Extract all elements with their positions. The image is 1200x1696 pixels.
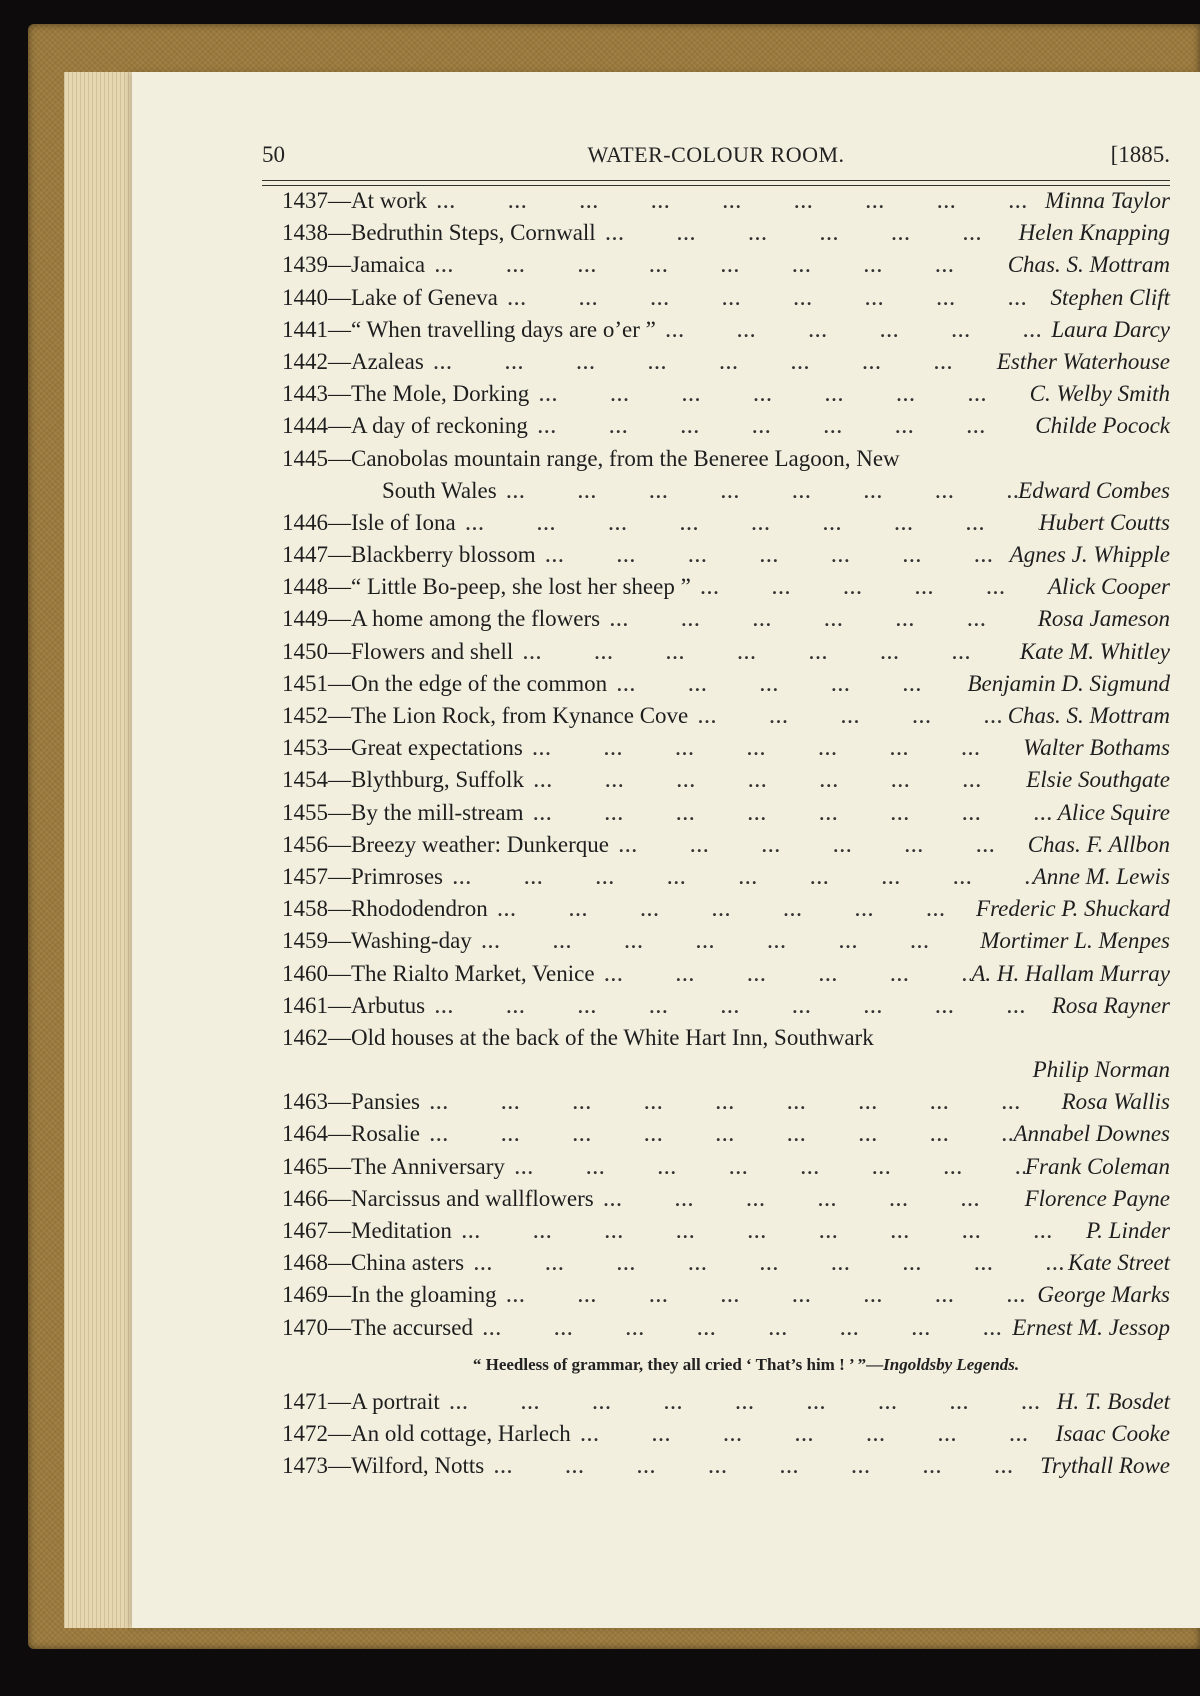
entry-artist: Chas. S. Mottram [1007, 252, 1170, 278]
catalogue-entry: 1448 — “ Little Bo-peep, she lost her sheep ” ... Alick Cooper [282, 574, 1170, 606]
entry-number: 1462 [282, 1024, 328, 1050]
entry-artist: Childe Pocock [1035, 413, 1170, 439]
catalogue-entry: 1452 — The Lion Rock, from Kynance Cove ... Chas. S. Mottram [282, 703, 1170, 735]
catalogue-entry: 1451 — On the edge of the common ... Benjamin D. Sigmund [282, 671, 1170, 703]
entry-number: 1456 [282, 831, 328, 857]
entry-number: 1459 [282, 928, 328, 954]
entry-number: 1468 [282, 1250, 328, 1276]
entry-number: 1452 [282, 703, 328, 728]
entry-title: By the mill-stream [351, 799, 524, 825]
entry-number: 1443 [282, 381, 328, 407]
entry-artist: Ernest M. Jessop [1012, 1314, 1170, 1340]
entry-artist: Hubert Coutts [1039, 509, 1170, 535]
catalogue-entry: 1446 — Isle of Iona ... Hubert Coutts [282, 510, 1170, 542]
catalogue-entry: 1458 — Rhododendron ... Frederic P. Shuckard [282, 896, 1170, 928]
catalogue-entry: 1440 — Lake of Geneva ... Stephen Clift [282, 285, 1170, 317]
catalogue-entry: 1460 — The Rialto Market, Venice ... A. H. Hallam Murray [282, 961, 1170, 993]
entry-number: 1472 [282, 1420, 328, 1446]
entry-number: 1440 [282, 284, 328, 310]
catalogue-entry: 1463 — Pansies ... Rosa Wallis [282, 1089, 1170, 1121]
leader-dots [497, 482, 1019, 503]
entry-number: 1444 [282, 413, 328, 439]
entry-title: Pansies [351, 1089, 420, 1115]
catalogue-entry: 1473 — Wilford, Notts ... Trythall Rowe [282, 1453, 1170, 1485]
entry-title: Narcissus and wallflowers [351, 1185, 594, 1211]
header-rule [262, 180, 1170, 181]
entry-number: 1454 [282, 767, 328, 793]
leader-dots [420, 1093, 1062, 1114]
entry-number: 1438 [282, 220, 328, 246]
entry-title: The Mole, Dorking [351, 381, 530, 407]
catalogue-entry: 1454 — Blythburg, Suffolk ... Elsie Southgate [282, 767, 1170, 799]
leader-dots [425, 256, 1008, 277]
entry-number: 1445 [282, 445, 328, 471]
entry-title: “ Little Bo-peep, she lost her sheep ” [351, 574, 691, 600]
catalogue-entry: 1471 — A portrait ... H. T. Bosdet [282, 1389, 1170, 1421]
epigraph-quote [282, 1347, 1170, 1389]
entry-title: A portrait [351, 1388, 440, 1414]
entry-artist: Florence Payne [1024, 1185, 1170, 1211]
entry-title: Old houses at the back of the White Hart Inn, Southwark [351, 1024, 874, 1050]
entry-number: 1463 [282, 1089, 328, 1115]
leader-dots [688, 707, 1007, 728]
catalogue-entry: 1470 — The accursed ... Ernest M. Jessop [282, 1315, 1170, 1347]
entry-number: 1464 [282, 1121, 328, 1147]
entry-artist: Mortimer L. Menpes [980, 928, 1170, 954]
entry-artist: Rosa Rayner [1051, 992, 1170, 1018]
leader-dots [484, 1457, 1040, 1478]
year-label: [1885. [1110, 142, 1170, 167]
quote-text: “ Heedless of grammar, they all cried ‘ That’s him ! ’ ”— [472, 1354, 884, 1374]
entry-title: Wilford, Notts [351, 1453, 485, 1479]
catalogue-entry: 1464 — Rosalie ... Annabel Downes [282, 1121, 1170, 1153]
header-rule-double [262, 185, 1170, 186]
entry-number: 1466 [282, 1185, 328, 1211]
entry-title: Azaleas [351, 348, 424, 374]
leader-dots [523, 804, 1057, 825]
entry-title: At work [351, 188, 428, 213]
entry-title: Rhododendron [351, 896, 488, 922]
entry-number: 1467 [282, 1218, 328, 1243]
entry-title: Blackberry blossom [351, 542, 536, 568]
entry-artist: Esther Waterhouse [996, 348, 1170, 374]
page-number: 50 [262, 142, 285, 167]
entry-number: 1453 [282, 735, 328, 761]
leader-dots [420, 1125, 1013, 1146]
entry-artist: Minna Taylor [1044, 188, 1170, 213]
entry-artist: Benjamin D. Sigmund [967, 670, 1170, 696]
entry-number: 1450 [282, 638, 328, 664]
entry-title: Washing-day [351, 928, 472, 954]
entry-number: 1441 [282, 316, 328, 342]
entry-artist: P. Linder [1086, 1218, 1170, 1243]
entry-title: Great expectations [351, 735, 523, 761]
entry-number: 1471 [282, 1388, 328, 1414]
entry-artist: Elsie Southgate [1026, 767, 1170, 793]
catalogue-entry: 1469 — In the gloaming ... George Marks [282, 1282, 1170, 1314]
entry-artist: Laura Darcy [1051, 316, 1170, 342]
entry-artist: Helen Knapping [1018, 220, 1170, 246]
entry-artist: Walter Bothams [1023, 735, 1170, 761]
entry-title: Jamaica [351, 252, 426, 278]
entry-number: 1439 [282, 252, 328, 278]
leader-dots [656, 321, 1052, 342]
entry-artist: Alick Cooper [1048, 574, 1170, 600]
leader-dots [524, 771, 1026, 792]
leader-dots [456, 514, 1039, 535]
entry-artist: Chas. F. Allbon [1027, 831, 1170, 857]
entry-title: Arbutus [351, 992, 426, 1018]
entry-number: 1470 [282, 1314, 328, 1340]
entry-number: 1442 [282, 348, 328, 374]
leader-dots [497, 1286, 1038, 1307]
leader-dots [443, 868, 1033, 889]
entry-title: Rosalie [351, 1121, 420, 1147]
entry-title-continued: South Wales [382, 477, 497, 503]
leader-dots [424, 353, 997, 374]
leader-dots [607, 675, 967, 696]
leader-dots [609, 836, 1028, 857]
catalogue-entry-continuation [282, 478, 1170, 510]
catalogue-entry: 1443 — The Mole, Dorking ... C. Welby Smith [282, 381, 1170, 413]
catalogue-entry: 1456 — Breezy weather: Dunkerque ... Chas. F. Allbon [282, 832, 1170, 864]
catalogue-entry: 1467 — Meditation ... P. Linder [282, 1218, 1170, 1250]
entry-title: The Lion Rock, from Kynance Cove [351, 703, 689, 728]
leader-dots [536, 546, 1010, 567]
catalogue-entry: 1453 — Great expectations ... Walter Bothams [282, 735, 1170, 767]
catalogue-entry-continuation [282, 1057, 1170, 1089]
catalogue-entries [282, 188, 1170, 1485]
entry-number: 1449 [282, 606, 328, 632]
entry-artist: Rosa Jameson [1037, 606, 1170, 632]
catalogue-entry: 1466 — Narcissus and wallflowers ... Florence Payne [282, 1186, 1170, 1218]
catalogue-entry: 1459 — Washing-day ... Mortimer L. Menpes [282, 928, 1170, 960]
entry-artist: Kate M. Whitley [1019, 638, 1170, 664]
catalogue-entry: 1455 — By the mill-stream ... Alice Squire [282, 800, 1170, 832]
entry-number: 1447 [282, 542, 328, 568]
leader-dots [498, 289, 1051, 310]
entry-title: Bedruthin Steps, Cornwall [351, 220, 596, 246]
catalogue-entry: 1461 — Arbutus ... Rosa Rayner [282, 993, 1170, 1025]
entry-number: 1473 [282, 1453, 328, 1479]
entry-artist: Chas. S. Mottram [1007, 703, 1170, 728]
entry-title: Isle of Iona [351, 509, 456, 535]
leader-dots [523, 739, 1023, 760]
entry-artist: Edward Combes [1018, 477, 1170, 503]
entry-title: Flowers and shell [351, 638, 514, 664]
entry-title: A day of reckoning [351, 413, 528, 439]
catalogue-entry: 1457 — Primroses ... Anne M. Lewis [282, 864, 1170, 896]
quote-source: Ingoldsby Legends. [883, 1354, 1020, 1374]
leader-dots [691, 578, 1048, 599]
entry-title: In the gloaming [351, 1282, 497, 1308]
entry-artist: Kate Street [1068, 1250, 1170, 1276]
leader-dots [427, 192, 1045, 213]
catalogue-entry: 1444 — A day of reckoning ... Childe Pocock [282, 413, 1170, 445]
entry-number: 1460 [282, 960, 328, 986]
entry-number: 1437 [282, 188, 328, 213]
entry-number: 1451 [282, 670, 328, 696]
catalogue-page [132, 72, 1200, 1628]
entry-artist: A. H. Hallam Murray [971, 960, 1170, 986]
entry-title: A home among the flowers [351, 606, 601, 632]
entry-number: 1469 [282, 1282, 328, 1308]
entry-artist: Trythall Rowe [1040, 1453, 1170, 1479]
entry-number: 1446 [282, 509, 328, 535]
catalogue-entry: 1445 — Canobolas mountain range, from the Beneree Lagoon, New [282, 445, 900, 471]
entry-title: Lake of Geneva [351, 284, 498, 310]
entry-artist: Rosa Wallis [1061, 1089, 1170, 1115]
catalogue-entry: 1472 — An old cottage, Harlech ... Isaac Cooke [282, 1421, 1170, 1453]
entry-artist: Anne M. Lewis [1032, 863, 1170, 889]
entry-artist: C. Welby Smith [1029, 381, 1170, 407]
leader-dots [595, 965, 972, 986]
leader-dots [425, 997, 1052, 1018]
catalogue-entry: 1447 — Blackberry blossom ... Agnes J. Whipple [282, 542, 1170, 574]
entry-artist: Frank Coleman [1024, 1153, 1170, 1179]
entry-artist: H. T. Bosdet [1056, 1388, 1170, 1414]
entry-title: The Rialto Market, Venice [351, 960, 595, 986]
leader-dots [528, 417, 1035, 438]
leader-dots [440, 1393, 1057, 1414]
catalogue-entry: 1438 — Bedruthin Steps, Cornwall ... Helen Knapping [282, 220, 1170, 252]
leader-dots [473, 1319, 1012, 1340]
catalogue-entry: 1441 — “ When travelling days are o’er ” ... Laura Darcy [282, 317, 1170, 349]
leader-dots [600, 610, 1038, 631]
entry-title: The accursed [351, 1314, 473, 1340]
leader-dots [596, 224, 1019, 245]
entry-artist: Stephen Clift [1050, 284, 1170, 310]
catalogue-entry: 1437 — At work ... Minna Taylor [282, 188, 1170, 220]
entry-number: 1461 [282, 992, 328, 1018]
entry-title: Primroses [351, 863, 443, 889]
entry-title: Breezy weather: Dunkerque [351, 831, 609, 857]
entry-title: On the edge of the common [351, 670, 608, 696]
leader-dots [488, 900, 976, 921]
catalogue-entry: 1465 — The Anniversary ... Frank Coleman [282, 1154, 1170, 1186]
section-title: WATER-COLOUR ROOM. [587, 142, 845, 167]
catalogue-entry: 1462 — Old houses at the back of the White Hart Inn, Southwark [282, 1024, 874, 1050]
entry-number: 1457 [282, 863, 328, 889]
entry-artist: Frederic P. Shuckard [976, 896, 1170, 922]
entry-artist: Alice Squire [1057, 799, 1170, 825]
entry-artist: Isaac Cooke [1055, 1420, 1170, 1446]
catalogue-entry: 1450 — Flowers and shell ... Kate M. Whitley [282, 639, 1170, 671]
entry-title: “ When travelling days are o’er ” [351, 316, 656, 342]
leader-dots [594, 1190, 1025, 1211]
leader-dots [529, 385, 1029, 406]
entry-artist: George Marks [1037, 1282, 1170, 1308]
catalogue-entry: 1468 — China asters ... Kate Street [282, 1250, 1170, 1282]
catalogue-entry: 1439 — Jamaica ... Chas. S. Mottram [282, 252, 1170, 284]
entry-artist: Annabel Downes [1013, 1121, 1170, 1147]
entry-title: Meditation [351, 1218, 452, 1243]
catalogue-entry: 1449 — A home among the flowers ... Rosa Jameson [282, 606, 1170, 638]
entry-title: China asters [351, 1250, 465, 1276]
entry-artist: Philip Norman [1032, 1057, 1170, 1083]
entry-artist: Agnes J. Whipple [1009, 542, 1170, 568]
leader-dots [513, 643, 1020, 664]
leader-dots [472, 932, 980, 953]
catalogue-entry: 1442 — Azaleas ... Esther Waterhouse [282, 349, 1170, 381]
entry-title: Blythburg, Suffolk [351, 767, 524, 793]
leader-dots [464, 1254, 1068, 1275]
entry-title: Canobolas mountain range, from the Beneree Lagoon, New [351, 445, 900, 471]
entry-number: 1448 [282, 574, 328, 600]
entry-title: The Anniversary [351, 1153, 505, 1179]
entry-number: 1455 [282, 799, 328, 825]
entry-number: 1465 [282, 1153, 328, 1179]
leader-dots [452, 1222, 1086, 1243]
leader-dots [571, 1425, 1056, 1446]
entry-title: An old cottage, Harlech [351, 1420, 571, 1446]
leader-dots [505, 1158, 1025, 1179]
entry-number: 1458 [282, 896, 328, 922]
